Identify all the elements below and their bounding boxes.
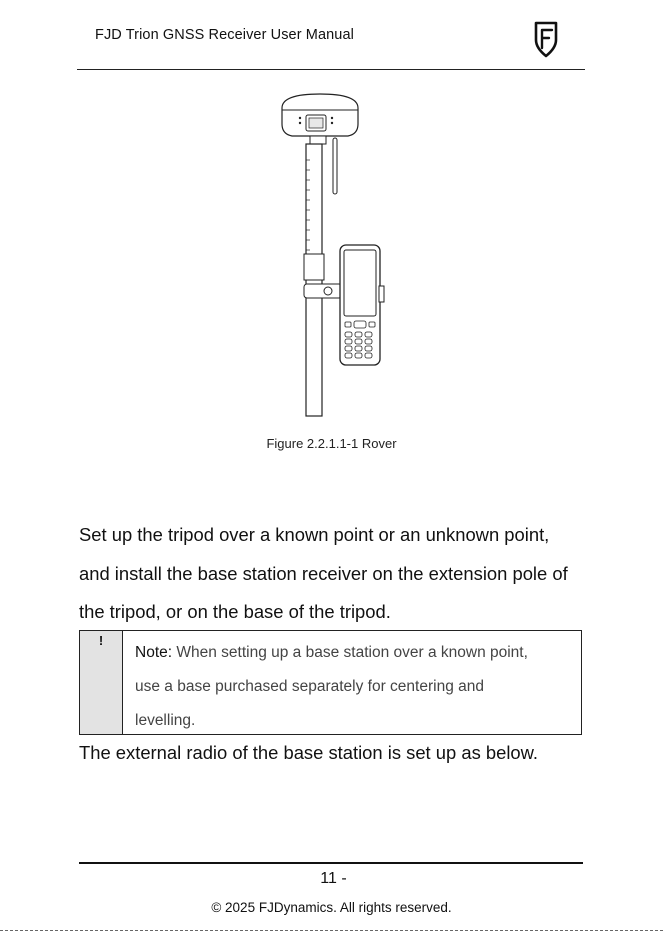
- exclamation-icon: !: [98, 633, 104, 648]
- header-divider: [77, 69, 585, 70]
- note-gutter: [80, 631, 123, 734]
- page-edge-divider: [0, 930, 663, 931]
- note-box: [79, 630, 582, 735]
- note-line: levelling.: [135, 712, 196, 729]
- copyright-text: © 2025 FJDynamics. All rights reserved.: [211, 900, 452, 915]
- rover-pole-controller-illustration: [270, 90, 400, 420]
- paragraph-line: and install the base station receiver on the extension pole of: [79, 562, 568, 584]
- fjd-logo-icon: [533, 20, 559, 60]
- paragraph-line: the tripod, or on the base of the tripod.: [79, 601, 391, 622]
- note-line: When setting up a base station over a known point,: [172, 644, 528, 661]
- header-title: FJD Trion GNSS Receiver User Manual: [95, 27, 354, 43]
- body-paragraph-2: The external radio of the base station is set up as below.: [79, 742, 539, 763]
- figure-caption: Figure 2.2.1.1-1 Rover: [266, 436, 397, 451]
- footer-divider: [79, 862, 583, 864]
- body-paragraph: [79, 516, 589, 632]
- note-label: Note:: [135, 644, 173, 661]
- page-number: 11 -: [320, 870, 347, 887]
- note-line: use a base purchased separately for centering and: [135, 678, 484, 695]
- paragraph-line: Set up the tripod over a known point or an unknown point,: [79, 524, 550, 545]
- note-text: [123, 631, 528, 734]
